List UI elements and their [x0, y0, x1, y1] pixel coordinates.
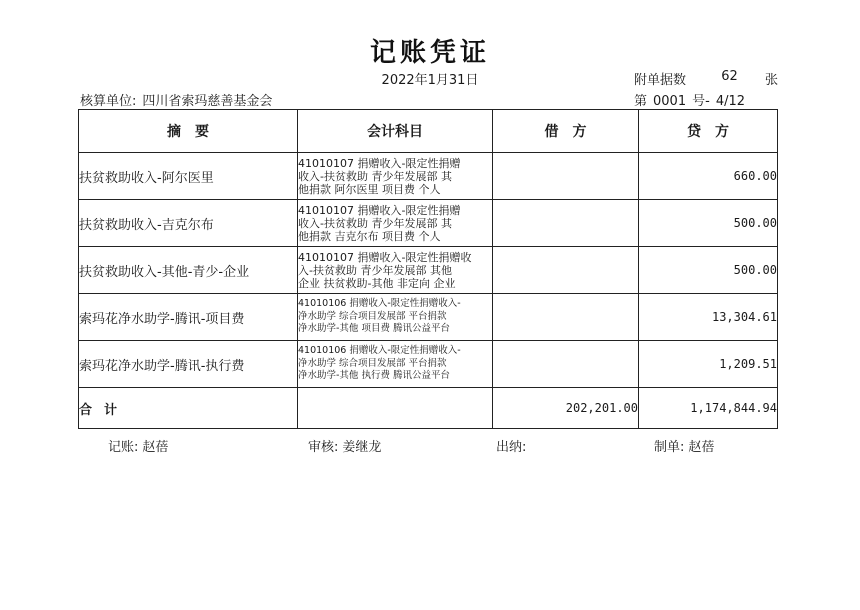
row-debit [493, 153, 639, 200]
total-credit: 1,174,844.94 [639, 388, 778, 429]
total-row [79, 388, 778, 429]
row-summary: 索玛花净水助学-腾讯-执行费 [79, 341, 298, 388]
row-account: 41010106 捐赠收入-限定性捐赠收入- 净水助学 综合项目发展部 平台捐款 净水助学-其他 执行费 腾讯公益平台 [298, 341, 493, 388]
voucher-prefix: 第 [634, 94, 648, 109]
row-debit [493, 294, 639, 341]
row-debit [493, 247, 639, 294]
row-credit: 500.00 [639, 247, 778, 294]
table-row [79, 153, 778, 200]
cashier-label: 出纳: [496, 440, 527, 455]
row-summary: 扶贫救助收入-阿尔医里 [79, 153, 298, 200]
row-account: 41010107 捐赠收入-限定性捐赠 收入-扶贫救助 青少年发展部 其 他捐款 阿尔医里 项目费 个人 [298, 153, 493, 200]
table-row [79, 341, 778, 388]
row-summary: 索玛花净水助学-腾讯-项目费 [79, 294, 298, 341]
attachments-unit: 张 [764, 73, 778, 88]
total-account-blank [298, 388, 493, 429]
row-credit: 660.00 [639, 153, 778, 200]
total-label: 合计 [79, 388, 298, 429]
row-account: 41010107 捐赠收入-限定性捐赠 收入-扶贫救助 青少年发展部 其 他捐款 吉克尔布 项目费 个人 [298, 200, 493, 247]
row-debit [493, 341, 639, 388]
bookkeeper-signature [108, 436, 168, 455]
preparer-label: 制单: [654, 440, 685, 455]
voucher-date: 2022年1月31日 [381, 73, 479, 88]
bookkeeper-label: 记账: [108, 440, 139, 455]
reviewer-label: 审核: [308, 440, 339, 455]
voucher-table [78, 109, 778, 429]
reviewer-name: 姜继龙 [342, 440, 382, 455]
cashier-signature [496, 436, 530, 455]
row-account: 41010107 捐赠收入-限定性捐赠收 入-扶贫救助 青少年发展部 其他 企业 扶贫救助-其他 非定向 企业 [298, 247, 493, 294]
voucher-page: 4/12 [715, 94, 746, 109]
accounting-unit [80, 90, 272, 109]
row-credit: 1,209.51 [639, 341, 778, 388]
total-debit: 202,201.00 [493, 388, 639, 429]
row-account: 41010106 捐赠收入-限定性捐赠收入- 净水助学 综合项目发展部 平台捐款 净水助学-其他 项目费 腾讯公益平台 [298, 294, 493, 341]
unit-label: 核算单位: [80, 94, 137, 109]
voucher-suffix: 号- [692, 94, 710, 109]
table-header-row [79, 110, 778, 153]
voucher-number [634, 90, 751, 109]
voucher-title: 记账凭证 [369, 38, 490, 68]
unit-name: 四川省索玛慈善基金会 [142, 94, 273, 109]
column-header-account: 会计科目 [298, 110, 493, 153]
table-row [79, 200, 778, 247]
table-row [79, 294, 778, 341]
attachments-count: 62 [721, 69, 738, 84]
preparer-signature [654, 436, 714, 455]
attachments-info [634, 69, 778, 88]
bookkeeper-name: 赵蓓 [142, 440, 169, 455]
voucher-number-value: 0001 [653, 94, 687, 109]
row-credit: 13,304.61 [639, 294, 778, 341]
column-header-summary: 摘 要 [79, 110, 298, 153]
column-header-debit: 借 方 [493, 110, 639, 153]
column-header-credit: 贷 方 [639, 110, 778, 153]
row-summary: 扶贫救助收入-吉克尔布 [79, 200, 298, 247]
row-debit [493, 200, 639, 247]
table-row [79, 247, 778, 294]
attachments-label: 附单据数 [634, 73, 687, 88]
preparer-name: 赵蓓 [688, 440, 715, 455]
row-summary: 扶贫救助收入-其他-青少-企业 [79, 247, 298, 294]
reviewer-signature [308, 436, 381, 455]
row-credit: 500.00 [639, 200, 778, 247]
